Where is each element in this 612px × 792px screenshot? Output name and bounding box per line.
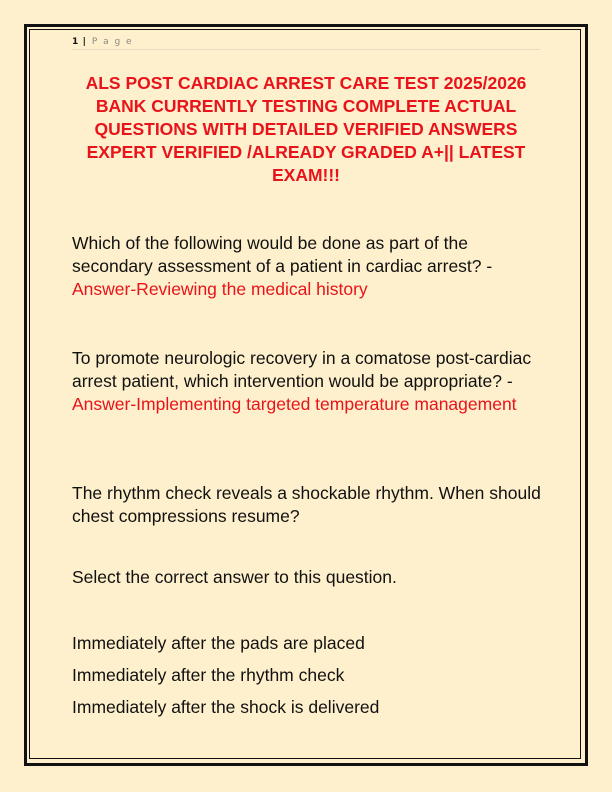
option-1: Immediately after the pads are placed (72, 633, 365, 653)
instruction: Select the correct answer to this question. (72, 567, 397, 587)
option-3: Immediately after the shock is delivered (72, 697, 380, 717)
question-3 (72, 482, 552, 528)
page-header (72, 37, 540, 50)
page-number: 1 (72, 37, 79, 47)
answer-text: Answer-Reviewing the medical history (72, 279, 368, 299)
question-1 (72, 232, 552, 301)
question-text: To promote neurologic recovery in a comatose post-cardiac arrest patient, which intervention would be appropriate? - (72, 348, 532, 391)
page-label: P a g e (91, 37, 134, 47)
option-2: Immediately after the rhythm check (72, 665, 345, 685)
header-separator: | (82, 37, 88, 47)
document-title: ALS POST CARDIAC ARREST CARE TEST 2025/2026 BANK CURRENTLY TESTING COMPLETE ACTUAL QUESTIONS WITH DETAILED VERIFIED ANSWERS EXPERT VERIFIED /ALREADY GRADED A+|| LATEST EXAM!!! (85, 73, 527, 185)
question-2 (72, 347, 552, 416)
question-text: The rhythm check reveals a shockable rhythm. When should chest compressions resume? (72, 483, 541, 526)
answer-text: Answer-Implementing targeted temperature management (72, 394, 517, 414)
question-text: Which of the following would be done as part of the secondary assessment of a patient in cardiac arrest? - (72, 233, 493, 276)
